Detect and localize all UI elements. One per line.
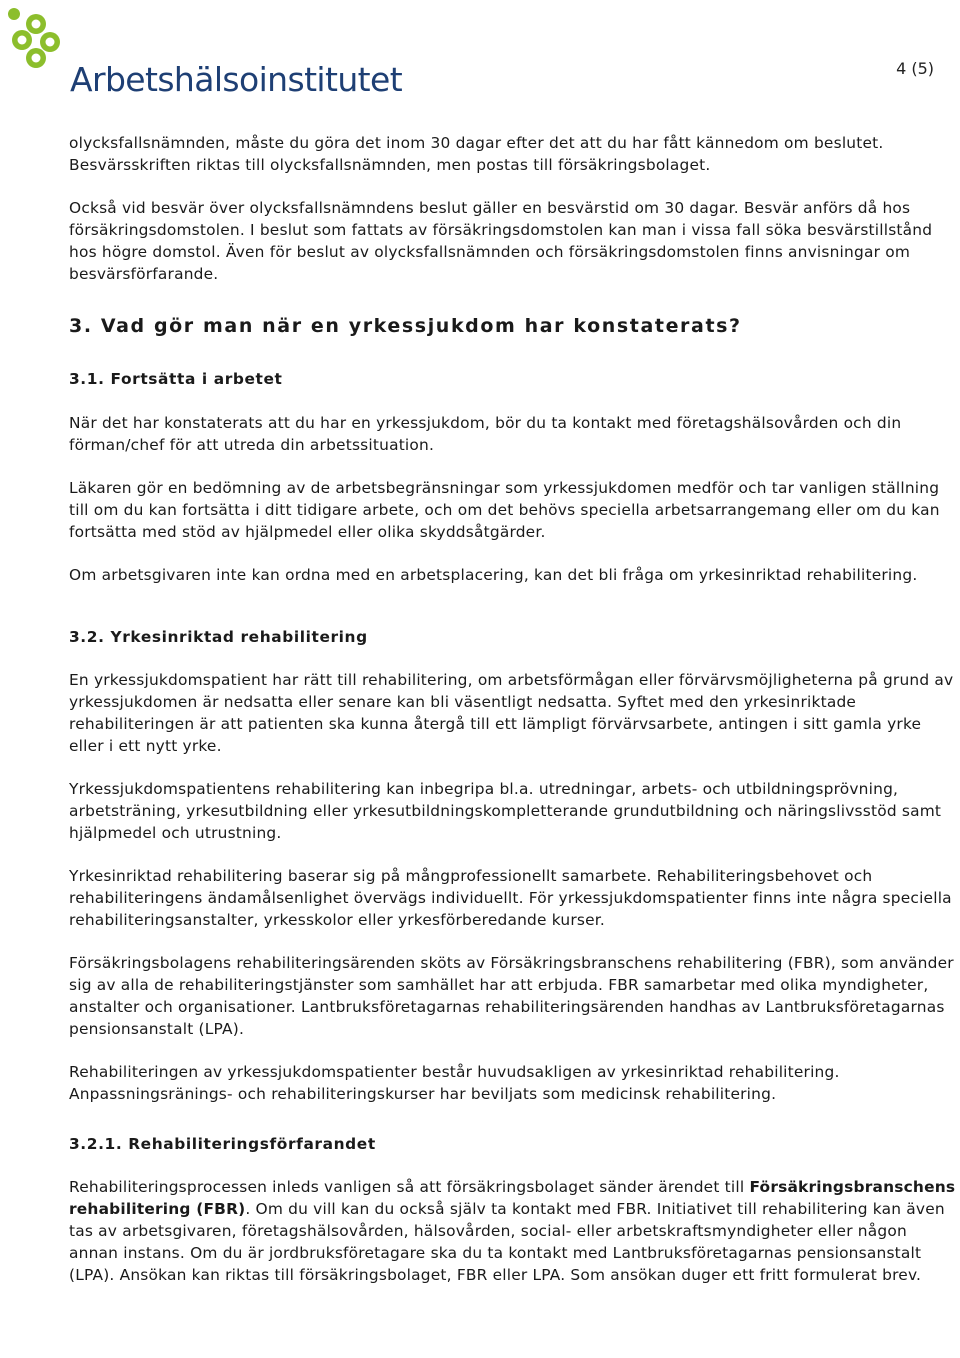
logo-flower-icon [4,2,66,74]
paragraph-right-to-rehab: En yrkessjukdomspatient har rätt till rehabilitering, om arbetsförmågan eller förvärvsmöjligheterna på grund av yrkessjukdomen är nedsatta eller senare kan bli väsentligt nedsatta. Syftet med den yrkesinriktade rehabiliteringen är att patienten ska kunna återgå till ett lämpligt förvärvsarbete, antingen i sitt gamla yrke eller i ett nytt yrke. [69,671,954,755]
logo-wordmark: Arbetshälsoinstitutet [70,60,403,99]
paragraph-rehab-procedure [69,1176,957,1286]
paragraph-employer-placement: Om arbetsgivaren inte kan ordna med en arbetsplacering, kan det bli fråga om yrkesinriktad rehabilitering. [69,566,918,584]
paragraph-appeal-court: Också vid besvär över olycksfallsnämndens beslut gäller en besvärstid om 30 dagar. Besvär anförs då hos försäkringsdomstolen. I beslut som fattats av försäkringsdomstolen kan man i vissa fall söka besvärstillstånd hos högre domstol. Även för beslut av olycksfallsnämnden och försäkringsdomstolen finns anvisningar om besvärsförfarande. [69,199,933,283]
fbr-bold-name: Försäkringsbranschens rehabilitering (FBR) [69,1178,956,1218]
procedure-text-end: . Om du vill kan du också själv ta kontakt med FBR. Initiativet till rehabilitering kan även tas av arbetsgivaren, företagshälsovården, hälsovården, social- eller arbetskraftsmyndigheter eller någon annan instans. Om du är jordbruksföretagare ska du ta kontakt med Lantbruksföretagarnas pensionsanstalt (LPA). Ansökan kan riktas till försäkringsbolaget, FBR eller LPA. Som ansökan duger ett fritt formulerat brev. [69,1200,945,1284]
procedure-text-start: Rehabiliteringsprocessen inleds vanligen så att försäkringsbolaget sänder ärendet till [69,1178,745,1196]
paragraph-multiprofessional: Yrkesinriktad rehabilitering baserar sig på mångprofessionellt samarbete. Rehabiliteringsbehovet och rehabiliteringens ändamålsenlighet övervägs individuellt. För yrkessjukdomspatienter finns inte några speciella rehabiliteringsanstalter, yrkesskolor eller yrkesförberedande kurser. [69,867,952,929]
document-body [69,132,957,1286]
subsection-heading-3-2: 3.2. Yrkesinriktad rehabilitering [69,628,368,646]
page-number: 4 (5) [896,59,934,78]
paragraph-rehab-contents: Yrkessjukdomspatientens rehabilitering kan inbegripa bl.a. utredningar, arbets- och utbildningsprövning, arbetsträning, yrkesutbildning eller yrkesutbildningskompletterande grundutbildning och näringslivsstöd samt hjälpmedel och utrustning. [69,780,942,842]
paragraph-fbr: Försäkringsbolagens rehabiliteringsärenden sköts av Försäkringsbranschens rehabilitering (FBR), som använder sig av alla de rehabiliteringstjänster som samhället har att erbjuda. FBR samarbetar med olika myndigheter, anstalter och organisationer. Lantbruksföretagarnas rehabiliteringsärenden handhas av Lantbruksföretagarnas pensionsanstalt (LPA). [69,954,954,1038]
paragraph-rehab-composition: Rehabiliteringen av yrkessjukdomspatienter består huvudsakligen av yrkesinriktad rehabilitering. Anpassningsränings- och rehabiliteringskurser har beviljats som medicinsk rehabilitering. [69,1063,840,1103]
section-heading-3: 3. Vad gör man när en yrkessjukdom har konstaterats? [69,315,742,337]
subsection-heading-3-2-1: 3.2.1. Rehabiliteringsförfarandet [69,1135,376,1153]
paragraph-doctor-assessment: Läkaren gör en bedömning av de arbetsbegränsningar som yrkessjukdomen medför och tar vanligen ställning till om du kan fortsätta i ditt tidigare arbete, och om det behövs speciella arbetsarrangemang eller om du kan fortsätta med stöd av hjälpmedel eller olika skyddsåtgärder. [69,479,940,541]
paragraph-appeal-deadline: olycksfallsnämnden, måste du göra det inom 30 dagar efter det att du har fått kännedom om beslutet. Besvärsskriften riktas till olycksfallsnämnden, men postas till försäkringsbolaget. [69,134,884,174]
paragraph-contact-occupational-health: När det har konstaterats att du har en yrkessjukdom, bör du ta kontakt med företagshälsovården och din förman/chef för att utreda din arbetssituation. [69,414,902,454]
subsection-heading-3-1: 3.1. Fortsätta i arbetet [69,370,283,388]
